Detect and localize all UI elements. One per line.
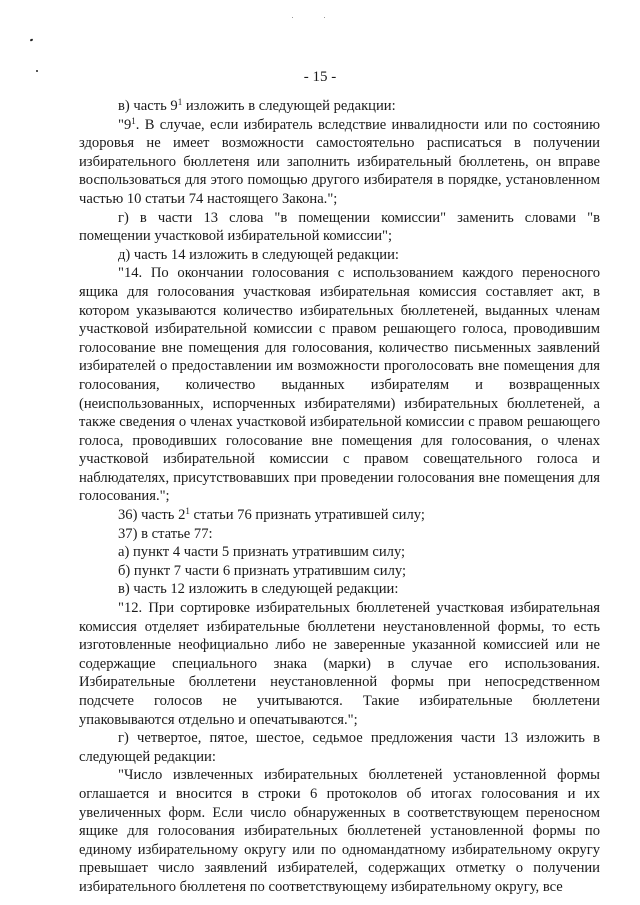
page-number: - 15 - <box>303 69 337 85</box>
paragraph-text-12: "12. При сортировке избирательных бюллетеней участковая избирательная комиссия отделяет избирательные бюллетени неустановленной формы, то есть изготовленные неофициально либо не заверенные указанной комиссией или не содержащие специального знака (марки) в случае его использования. Избирательные бюллетени неустановленной формы при непосредственном подсчете голосов не учитываются. Такие избирательные бюллетени упаковываются отдельно и опечатываются."; <box>79 600 600 728</box>
scan-speck <box>292 17 293 18</box>
paragraph-item-37: 37) в статье 77: <box>118 525 213 542</box>
paragraph-text-9-1: "$9^1$. В случае, если избиратель вследствие инвалидности или по состоянию здоровья не имеет возможности самостоятельно расписаться в получении избирательного бюллетеня или заполнить избирательный бюллетень, он вправе воспользоваться для этого помощью другого избирателя в порядке, установленном частью 10 статьи 74 настоящего Закона."; <box>79 115 600 207</box>
scan-speck <box>324 17 325 18</box>
paragraph-amend-13: г) в части 13 слова "в помещении комиссии" заменить словами "в помещении участковой избирательной комиссии"; <box>79 209 600 245</box>
paragraph-amend-9-1: в) часть $9^1$ изложить в следующей редакции: <box>118 97 396 114</box>
paragraph-text-13: "Число извлеченных избирательных бюллетеней установленной формы оглашается и вносится в строки 6 протоколов об итогах голосования и их увеличенных форм. Если число обнаруженных в соответствующем переносном ящике для голосования избирательных бюллетеней установленной формы по единому избирательному округу или по одномандатному избирательному округу превышает число заявлений избирателей, содержащих отметку о получении избирательного бюллетеня по соответствующему избирательному округу, все <box>79 767 600 895</box>
paragraph-sub-v: в) часть 12 изложить в следующей редакции: <box>118 581 399 598</box>
paragraph-sub-a: а) пункт 4 части 5 признать утратившим силу; <box>118 544 406 561</box>
scan-speck <box>30 38 34 41</box>
paragraph-item-36: 36) часть $2^1$ статьи 76 признать утратившей силу; <box>118 506 425 524</box>
paragraph-sub-g: г) четвертое, пятое, шестое, седьмое предложения части 13 изложить в следующей редакции: <box>79 730 600 765</box>
document-body <box>79 97 600 897</box>
paragraph-amend-14: д) часть 14 изложить в следующей редакции: <box>118 246 399 263</box>
paragraph-sub-b: б) пункт 7 части 6 признать утратившим силу; <box>118 562 407 579</box>
paragraph-text-14: "14. По окончании голосования с использованием каждого переносного ящика для голосования участковая избирательная комиссия составляет акт, в котором указываются количество избирательных бюллетеней, выданных членам участковой избирательной комиссии с правом решающего голоса, проводившим голосование вне помещения для голосования, количество письменных заявлений избирателей о предоставлении им возможности проголосовать вне помещения для голосования, количество выданных избирателям и возвращенных (неиспользованных, испорченных избирателями) избирательных бюллетеней, а также сведения о членах участковой избирательной комиссии с правом решающего голоса, проводивших голосование вне помещения для голосования, о членах участковой избирательной комиссии с правом совещательного голоса и наблюдателях, присутствовавших при проведении голосования вне помещения для голосования."; <box>79 265 600 505</box>
